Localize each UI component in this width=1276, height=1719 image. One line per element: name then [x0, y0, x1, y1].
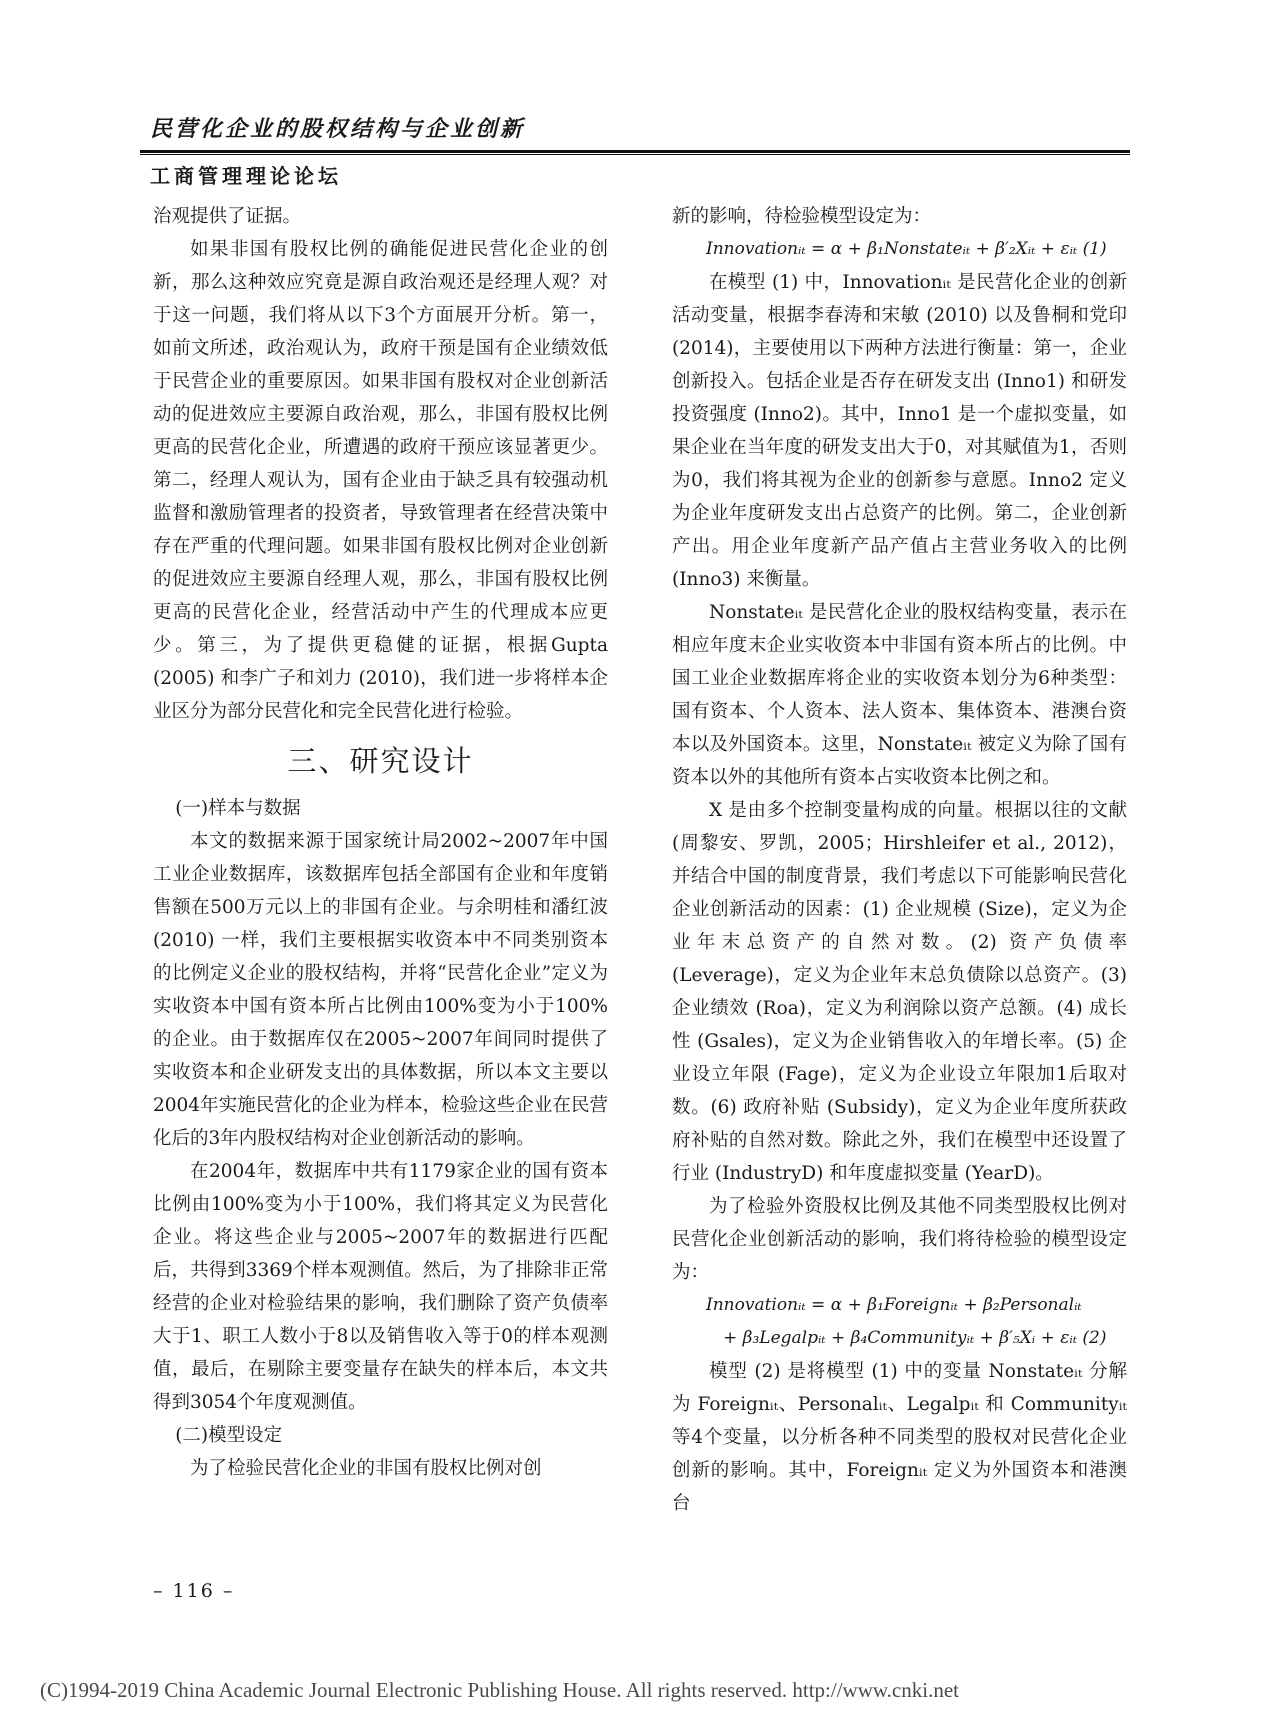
- paragraph: 在2004年，数据库中共有1179家企业的国有资本比例由100%变为小于100%，我们将其定义为民营化企业。将这些企业与2005~2007年的数据进行匹配后，共得到3369个样本观测值。然后，为了排除非正常经营的企业对检验结果的影响，我们删除了资产负债率大于1、职工人数小于8以及销售收入等于0的样本观测值，最后，在剔除主要变量存在缺失的样本后，本文共得到3054个年度观测值。: [153, 1161, 608, 1413]
- paragraph: 治观提供了证据。: [153, 206, 302, 227]
- formula-1: Innovationᵢₜ = α + β₁Nonstateᵢₜ + β′₂Xᵢₜ + εᵢₜ (1): [706, 239, 1107, 259]
- paragraph: 如果非国有股权比例的确能促进民营化企业的创新，那么这种效应究竟是源自政治观还是经理人观？对于这一问题，我们将从以下3个方面展开分析。第一，如前文所述，政治观认为，政府干预是国有企业绩效低于民营企业的重要原因。如果非国有股权对企业创新活动的促进效应主要源自政治观，那么，非国有股权比例更高的民营化企业，所遭遇的政府干预应该显著更少。第二，经理人观认为，国有企业由于缺乏具有较强动机监督和激励管理者的投资者，导致管理者在经营决策中存在严重的代理问题。如果非国有股权比例对企业创新的促进效应主要源自经理人观，那么，非国有股权比例更高的民营化企业，经营活动中产生的代理成本应更少。第三，为了提供更稳健的证据，根据Gupta (2005) 和李广子和刘力 (2010)，我们进一步将样本企业区分为部分民营化和完全民营化进行检验。: [153, 239, 608, 722]
- header-subtitle: 工商管理理论论坛: [150, 164, 342, 188]
- paragraph: Nonstateᵢₜ 是民营化企业的股权结构变量，表示在相应年度末企业实收资本中非国有资本所占的比例。中国工业企业数据库将企业的实收资本划分为6种类型：国有资本、个人资本、法人资本、集体资本、港澳台资本以及外国资本。这里，Nonstateᵢₜ 被定义为除了国有资本以外的其他所有资本占实收资本比例之和。: [672, 602, 1127, 788]
- header-rule-thin: [140, 154, 1130, 155]
- section-title: 三、研究设计: [287, 744, 474, 778]
- paragraph: 模型 (2) 是将模型 (1) 中的变量 Nonstateᵢₜ 分解为 Foreignᵢₜ、Personalᵢₜ、Legalpᵢₜ 和 Communityᵢₜ 等4个变量，以分析各种不同类型的股权对民营化企业创新的影响。其中，Foreignᵢₜ 定义为外国资本和港澳台: [672, 1361, 1127, 1514]
- page-number: – 116 –: [153, 1580, 235, 1602]
- header-title: 民营化企业的股权结构与企业创新: [150, 116, 526, 142]
- paragraph: 为了检验外资股权比例及其他不同类型股权比例对民营化企业创新活动的影响，我们将待检验的模型设定为：: [672, 1196, 1127, 1283]
- paragraph: X 是由多个控制变量构成的向量。根据以往的文献 (周黎安、罗凯，2005；Hirshleifer et al., 2012)，并结合中国的制度背景，我们考虑以下可能影响民营化企业创新活动的因素：(1) 企业规模 (Size)，定义为企业年末总资产的自然对数。(2) 资产负债率 (Leverage)，定义为企业年末总负债除以总资产。(3) 企业绩效 (Roa)，定义为利润除以资产总额。(4) 成长性 (Gsales)，定义为企业销售收入的年增长率。(5) 企业设立年限 (Fage)，定义为企业设立年限加1后取对数。(6) 政府补贴 (Subsidy)，定义为企业年度所获政府补贴的自然对数。除此之外，我们在模型中还设置了行业 (IndustryD) 和年度虚拟变量 (YearD)。: [672, 800, 1127, 1184]
- copyright-footer: (C)1994-2019 China Academic Journal Electronic Publishing House. All rights reserved. http://www.cnki.net: [40, 1678, 959, 1702]
- paragraph: 在模型 (1) 中，Innovationᵢₜ 是民营化企业的创新活动变量，根据李春涛和宋敏 (2010) 以及鲁桐和党印 (2014)，主要使用以下两种方法进行衡量：第一，企业创新投入。包括企业是否存在研发支出 (Inno1) 和研发投资强度 (Inno2)。其中，Inno1 是一个虚拟变量，如果企业在当年度的研发支出大于0，对其赋值为1，否则为0，我们将其视为企业的创新参与意愿。Inno2 定义为企业年度研发支出占总资产的比例。第二，企业创新产出。用企业年度新产品产值占主营业务收入的比例 (Inno3) 来衡量。: [672, 272, 1127, 590]
- formula-2-line-1: Innovationᵢₜ = α + β₁Foreignᵢₜ + β₂Personalᵢₜ: [706, 1295, 1082, 1315]
- paragraph: 本文的数据来源于国家统计局2002~2007年中国工业企业数据库，该数据库包括全部国有企业和年度销售额在500万元以上的非国有企业。与余明桂和潘红波 (2010) 一样，我们主要根据实收资本中不同类别资本的比例定义企业的股权结构，并将“民营化企业”定义为实收资本中国有资本所占比例由100%变为小于100%的企业。由于数据库仅在2005~2007年间同时提供了实收资本和企业研发支出的具体数据，所以本文主要以2004年实施民营化的企业为样本，检验这些企业在民营化后的3年内股权结构对企业创新活动的影响。: [153, 831, 608, 1149]
- left-column: [153, 200, 608, 1485]
- right-column: [672, 200, 1127, 1520]
- subsection-title: (一)样本与数据: [175, 798, 301, 819]
- paragraph: 为了检验民营化企业的非国有股权比例对创: [190, 1458, 542, 1479]
- subsection-title: (二)模型设定: [175, 1425, 283, 1446]
- header-rule: [140, 150, 1130, 153]
- formula-2-line-2: + β₃Legalpᵢₜ + β₄Communityᵢₜ + β′₅Xᵢ + εᵢₜ (2): [723, 1328, 1107, 1348]
- paragraph: 新的影响，待检验模型设定为：: [672, 206, 932, 227]
